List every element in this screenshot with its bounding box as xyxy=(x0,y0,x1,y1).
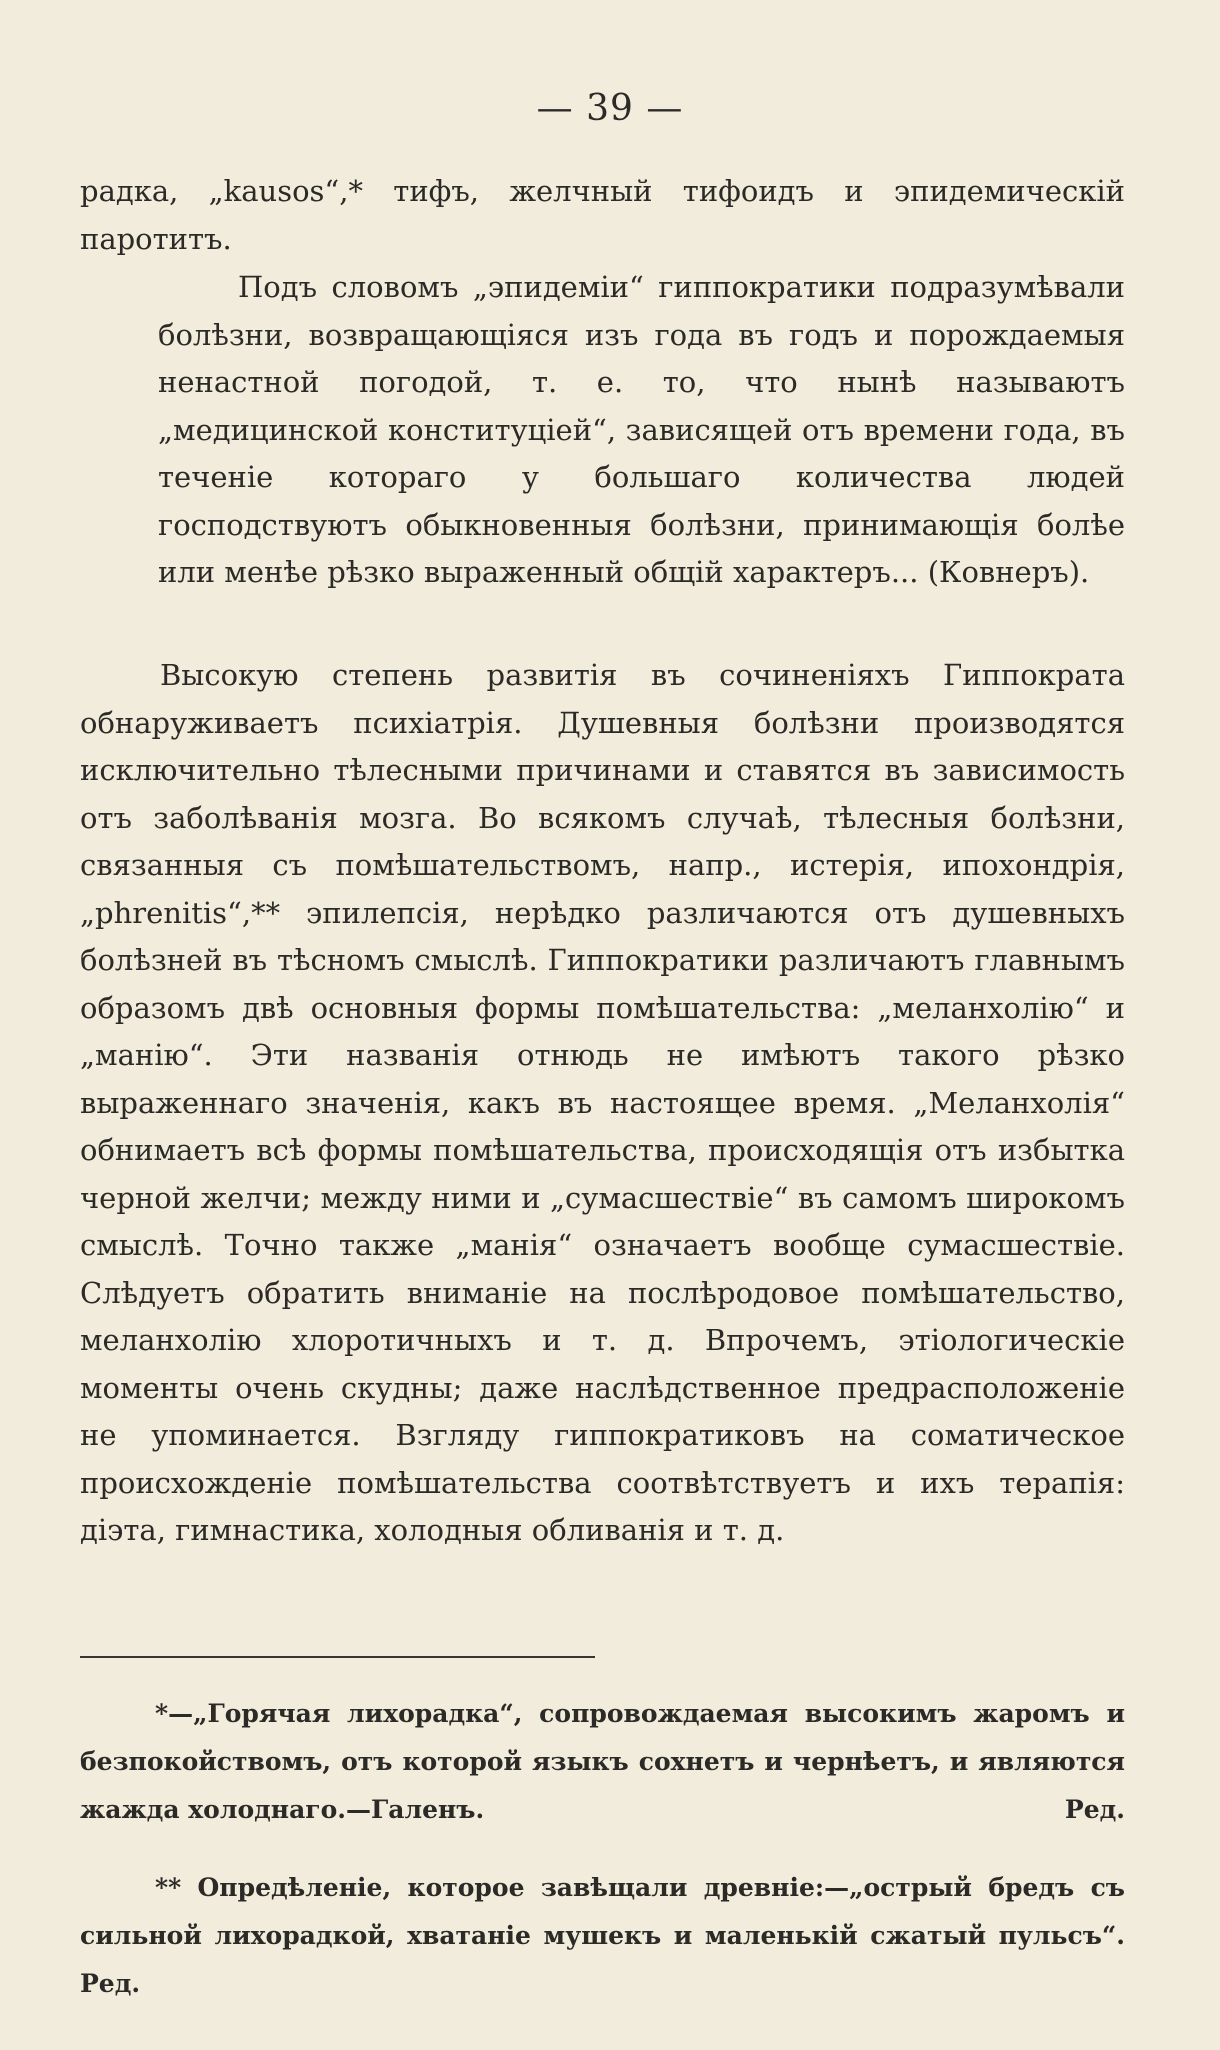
footnote-2-text: ** Опредѣленіе, которое завѣщали древніе:—„острый бредъ съ сильной лихорадкой, хватаніе мушекъ и маленькій сжатый пульсъ“. xyxy=(80,1873,1125,1950)
footnote-divider xyxy=(80,1656,595,1658)
intro-text: радка, „kausos“,* тифъ, желчный тифоидъ и эпидемическій паротитъ. xyxy=(80,174,1125,256)
footnote-2-editor: Ред. xyxy=(80,1969,141,1998)
footnote-2 xyxy=(80,1864,1125,2008)
intro-paragraph xyxy=(80,168,1125,263)
page-number: — 39 — xyxy=(536,88,684,129)
footnote-1 xyxy=(80,1690,1125,1834)
footnote-1-text: *—„Горячая лихорадка“, сопровождаемая высокимъ жаромъ и безпокойствомъ, отъ которой языкъ сохнетъ и чернѣетъ, и являются жажда холоднаго.—Галенъ. xyxy=(80,1699,1125,1824)
main-paragraph: Высокую степень развитія въ сочиненіяхъ Гиппократа обнаруживаетъ психіатрія. Душевныя болѣзни производятся исключительно тѣлесными причинами и ставятся въ зависимость отъ заболѣванія мозга. Во всякомъ случаѣ, тѣлесныя болѣзни, связанныя съ помѣшательствомъ, напр., истерія, ипохондрія, „phrenitis“,** эпилепсія, нерѣдко различаются отъ душевныхъ болѣзней въ тѣсномъ смыслѣ. Гиппократики различаютъ главнымъ образомъ двѣ основныя формы помѣшательства: „меланхолію“ и „манію“. Эти названія отнюдь не имѣютъ такого рѣзко выраженнаго значенія, какъ въ настоящее время. „Меланхолія“ обнимаетъ всѣ формы помѣшательства, происходящія отъ избытка черной желчи; между ними и „сумасшествіе“ въ самомъ широкомъ смыслѣ. Точно также „манія“ означаетъ вообще сумасшествіе. Слѣдуетъ обратить вниманіе на послѣродовое помѣшательство, меланхолію хлоротичныхъ и т. д. Впрочемъ, этіологическіе моменты очень скудны; даже наслѣдственное предрасположеніе не упоминается. Взгляду гиппократиковъ на соматическое происхожденіе помѣшательства соотвѣтствуетъ и ихъ терапія: діэта, гимнастика, холодныя обливанія и т. д. xyxy=(80,658,1125,1547)
quoted-paragraph: Подъ словомъ „эпидеміи“ гиппократики подразумѣвали болѣзни, возвращающіяся изъ года въ годъ и порождаемыя ненастной погодой, т. е. то, что нынѣ называютъ „медицинской конституціей“, зависящей отъ времени года, въ теченіе котораго у большаго количества людей господствуютъ обыкновенныя болѣзни, принимающія болѣе или менѣе рѣзко выраженный общій характеръ... (Ковнеръ). xyxy=(158,270,1125,589)
footnote-1-editor: Ред. xyxy=(1064,1795,1125,1824)
